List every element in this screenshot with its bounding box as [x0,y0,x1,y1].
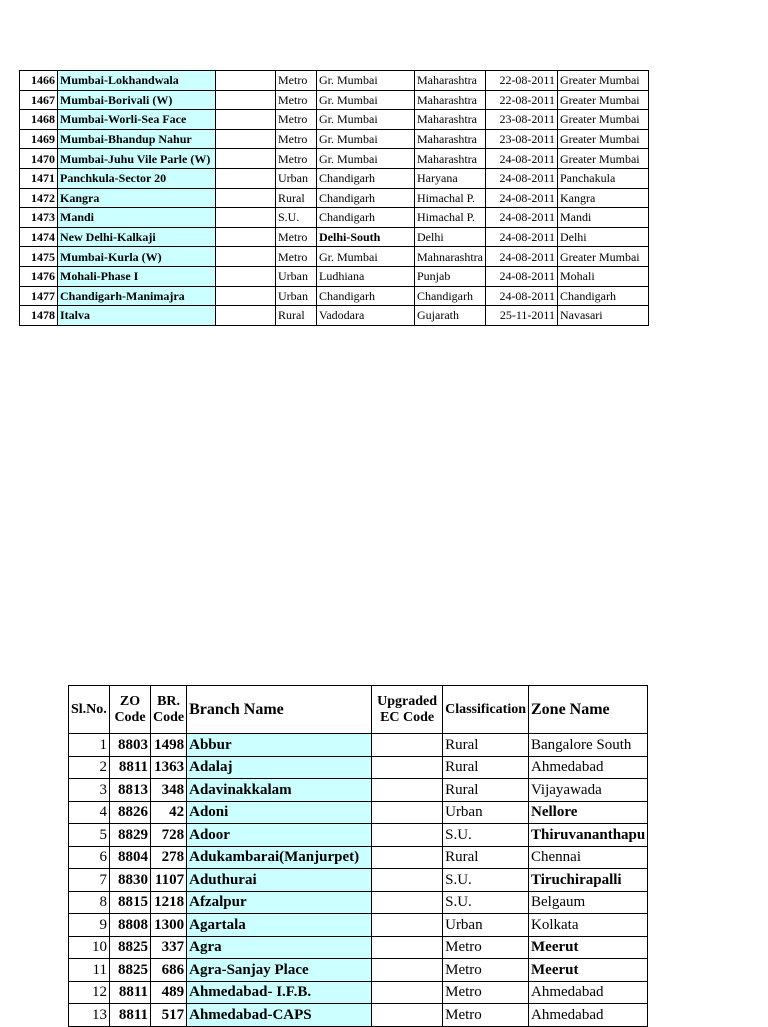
empty-cell [216,71,276,91]
empty-cell [216,306,276,326]
branch-opening-table [19,70,649,326]
upgraded-ec-code [372,959,443,982]
zone-name: Ahmedabad [529,1004,648,1027]
state: Delhi [415,227,486,247]
table-row [69,959,648,982]
branch-number: 1466 [20,71,58,91]
br-code: 1498 [151,734,187,757]
branch-number: 1470 [20,149,58,169]
upgraded-ec-code [372,824,443,847]
empty-cell [216,129,276,149]
zone-name: Greater Mumbai [557,247,648,267]
branch-name: Adukambarai(Manjurpet) [187,846,372,869]
table-row [69,756,648,779]
classification: Metro [443,981,529,1004]
header-classification: Classification [443,686,529,734]
classification: Metro [276,227,317,247]
state: Haryana [415,168,486,188]
header-br-code: BR. Code [151,686,187,734]
serial-number: 10 [69,936,110,959]
upgraded-ec-code [372,891,443,914]
region: Delhi-South [317,227,415,247]
branch-number: 1471 [20,168,58,188]
state: Maharashtra [415,90,486,110]
serial-number: 7 [69,869,110,892]
branch-name: Agra [187,936,372,959]
state: Maharashtra [415,71,486,91]
zo-code: 8803 [110,734,151,757]
upgraded-ec-code [372,1004,443,1027]
zone-name: Delhi [557,227,648,247]
table-row [69,891,648,914]
zo-code: 8830 [110,869,151,892]
empty-cell [216,286,276,306]
branch-name: Mumbai-Borivali (W) [58,90,216,110]
zone-name: Panchakula [557,168,648,188]
zo-code: 8808 [110,914,151,937]
classification: Urban [443,801,529,824]
table-row [20,71,649,91]
classification: Urban [276,286,317,306]
table-row [69,734,648,757]
table-row [20,286,649,306]
table-row [69,846,648,869]
classification: Metro [443,959,529,982]
header-branch-name: Branch Name [187,686,372,734]
branch-list-table [68,685,648,1027]
br-code: 1300 [151,914,187,937]
serial-number: 3 [69,779,110,802]
opening-date: 24-08-2011 [485,227,557,247]
zone-name: Kolkata [529,914,648,937]
opening-date: 24-08-2011 [485,149,557,169]
table-row [20,149,649,169]
upgraded-ec-code [372,779,443,802]
state: Maharashtra [415,110,486,130]
br-code: 278 [151,846,187,869]
zo-code: 8811 [110,756,151,779]
serial-number: 6 [69,846,110,869]
zone-name: Bangalore South [529,734,648,757]
opening-date: 23-08-2011 [485,129,557,149]
br-code: 1107 [151,869,187,892]
classification: Metro [443,936,529,959]
table-row [20,306,649,326]
serial-number: 13 [69,1004,110,1027]
empty-cell [216,149,276,169]
branch-number: 1474 [20,227,58,247]
opening-date: 22-08-2011 [485,71,557,91]
classification: Rural [443,756,529,779]
classification: Metro [443,1004,529,1027]
classification: Rural [443,846,529,869]
branch-name: Mumbai-Bhandup Nahur [58,129,216,149]
classification: Metro [276,90,317,110]
branch-name: Abbur [187,734,372,757]
opening-date: 24-08-2011 [485,286,557,306]
serial-number: 4 [69,801,110,824]
zo-code: 8826 [110,801,151,824]
table-row [69,869,648,892]
branch-name: Agartala [187,914,372,937]
branch-opening-table-body [20,71,649,326]
zone-name: Thiruvananthapu [529,824,648,847]
branch-number: 1467 [20,90,58,110]
branch-name: Mandi [58,208,216,228]
region: Gr. Mumbai [317,247,415,267]
state: Punjab [415,266,486,286]
classification: Metro [276,149,317,169]
header-zo-code: ZO Code [110,686,151,734]
zo-code: 8829 [110,824,151,847]
branch-list-table-body [69,734,648,1027]
region: Chandigarh [317,286,415,306]
classification: Metro [276,247,317,267]
branch-name: Kangra [58,188,216,208]
branch-name: Adavinakkalam [187,779,372,802]
table-row [20,208,649,228]
serial-number: 8 [69,891,110,914]
header-upgraded-ec-code: Upgraded EC Code [372,686,443,734]
empty-cell [216,188,276,208]
br-code: 348 [151,779,187,802]
branch-number: 1477 [20,286,58,306]
upgraded-ec-code [372,846,443,869]
zo-code: 8825 [110,959,151,982]
table-row [20,168,649,188]
classification: Rural [443,734,529,757]
branch-number: 1473 [20,208,58,228]
branch-name: Mumbai-Juhu Vile Parle (W) [58,149,216,169]
opening-date: 24-08-2011 [485,208,557,228]
branch-name: Panchkula-Sector 20 [58,168,216,188]
state: Himachal P. [415,188,486,208]
br-code: 1363 [151,756,187,779]
branch-number: 1472 [20,188,58,208]
empty-cell [216,266,276,286]
state: Mahnarashtra [415,247,486,267]
serial-number: 9 [69,914,110,937]
upgraded-ec-code [372,869,443,892]
region: Chandigarh [317,188,415,208]
zo-code: 8815 [110,891,151,914]
state: Maharashtra [415,149,486,169]
classification: Rural [276,188,317,208]
region: Chandigarh [317,208,415,228]
classification: S.U. [443,891,529,914]
branch-name: Italva [58,306,216,326]
empty-cell [216,208,276,228]
empty-cell [216,227,276,247]
branch-number: 1469 [20,129,58,149]
classification: Urban [276,168,317,188]
zone-name: Tiruchirapalli [529,869,648,892]
zo-code: 8825 [110,936,151,959]
zone-name: Chennai [529,846,648,869]
serial-number: 1 [69,734,110,757]
branch-name: Mumbai-Worli-Sea Face [58,110,216,130]
classification: Urban [443,914,529,937]
zone-name: Greater Mumbai [557,71,648,91]
zo-code: 8811 [110,981,151,1004]
region: Gr. Mumbai [317,110,415,130]
upgraded-ec-code [372,981,443,1004]
upgraded-ec-code [372,734,443,757]
table-row [20,129,649,149]
br-code: 686 [151,959,187,982]
zone-name: Kangra [557,188,648,208]
table-row [69,779,648,802]
classification: S.U. [276,208,317,228]
zone-name: Ahmedabad [529,981,648,1004]
zone-name: Mohali [557,266,648,286]
branch-name: Chandigarh-Manimajra [58,286,216,306]
branch-name: Mumbai-Kurla (W) [58,247,216,267]
zone-name: Chandigarh [557,286,648,306]
opening-date: 22-08-2011 [485,90,557,110]
branch-name: Ahmedabad-CAPS [187,1004,372,1027]
zone-name: Meerut [529,959,648,982]
state: Gujarath [415,306,486,326]
opening-date: 24-08-2011 [485,168,557,188]
br-code: 42 [151,801,187,824]
table-row [20,227,649,247]
classification: Rural [443,779,529,802]
opening-date: 24-08-2011 [485,188,557,208]
region: Ludhiana [317,266,415,286]
region: Gr. Mumbai [317,129,415,149]
branch-number: 1478 [20,306,58,326]
br-code: 517 [151,1004,187,1027]
table-row [20,90,649,110]
table-row [20,247,649,267]
upgraded-ec-code [372,756,443,779]
zone-name: Nellore [529,801,648,824]
zone-name: Meerut [529,936,648,959]
opening-date: 24-08-2011 [485,266,557,286]
empty-cell [216,90,276,110]
br-code: 489 [151,981,187,1004]
zo-code: 8813 [110,779,151,802]
classification: S.U. [443,869,529,892]
state: Maharashtra [415,129,486,149]
branch-name: Adoor [187,824,372,847]
zone-name: Greater Mumbai [557,110,648,130]
upgraded-ec-code [372,914,443,937]
zo-code: 8804 [110,846,151,869]
opening-date: 23-08-2011 [485,110,557,130]
region: Gr. Mumbai [317,71,415,91]
branch-name: Ahmedabad- I.F.B. [187,981,372,1004]
classification: Metro [276,110,317,130]
region: Vadodara [317,306,415,326]
classification: Rural [276,306,317,326]
table-row [69,914,648,937]
opening-date: 24-08-2011 [485,247,557,267]
br-code: 728 [151,824,187,847]
branch-name: New Delhi-Kalkaji [58,227,216,247]
branch-number: 1468 [20,110,58,130]
zone-name: Greater Mumbai [557,149,648,169]
br-code: 337 [151,936,187,959]
classification: Metro [276,71,317,91]
branch-name: Mumbai-Lokhandwala [58,71,216,91]
table-row [20,110,649,130]
zone-name: Mandi [557,208,648,228]
branch-name: Agra-Sanjay Place [187,959,372,982]
table-row [20,266,649,286]
region: Gr. Mumbai [317,90,415,110]
serial-number: 5 [69,824,110,847]
zone-name: Navasari [557,306,648,326]
table-row [69,936,648,959]
state: Himachal P. [415,208,486,228]
zone-name: Belgaum [529,891,648,914]
classification: S.U. [443,824,529,847]
br-code: 1218 [151,891,187,914]
branch-number: 1476 [20,266,58,286]
region: Chandigarh [317,168,415,188]
branch-number: 1475 [20,247,58,267]
branch-name: Mohali-Phase I [58,266,216,286]
table-row [20,188,649,208]
zo-code: 8811 [110,1004,151,1027]
zone-name: Greater Mumbai [557,129,648,149]
branch-name: Afzalpur [187,891,372,914]
branch-name: Adoni [187,801,372,824]
empty-cell [216,247,276,267]
table-row [69,981,648,1004]
branch-name: Aduthurai [187,869,372,892]
empty-cell [216,168,276,188]
classification: Urban [276,266,317,286]
header-sl-no: Sl.No. [69,686,110,734]
serial-number: 2 [69,756,110,779]
serial-number: 11 [69,959,110,982]
header-zone-name: Zone Name [529,686,648,734]
serial-number: 12 [69,981,110,1004]
zone-name: Vijayawada [529,779,648,802]
opening-date: 25-11-2011 [485,306,557,326]
region: Gr. Mumbai [317,149,415,169]
zone-name: Greater Mumbai [557,90,648,110]
state: Chandigarh [415,286,486,306]
branch-list-header [69,686,648,734]
branch-name: Adalaj [187,756,372,779]
upgraded-ec-code [372,936,443,959]
empty-cell [216,110,276,130]
classification: Metro [276,129,317,149]
table-row [69,1004,648,1027]
table-row [69,824,648,847]
upgraded-ec-code [372,801,443,824]
zone-name: Ahmedabad [529,756,648,779]
table-row [69,801,648,824]
